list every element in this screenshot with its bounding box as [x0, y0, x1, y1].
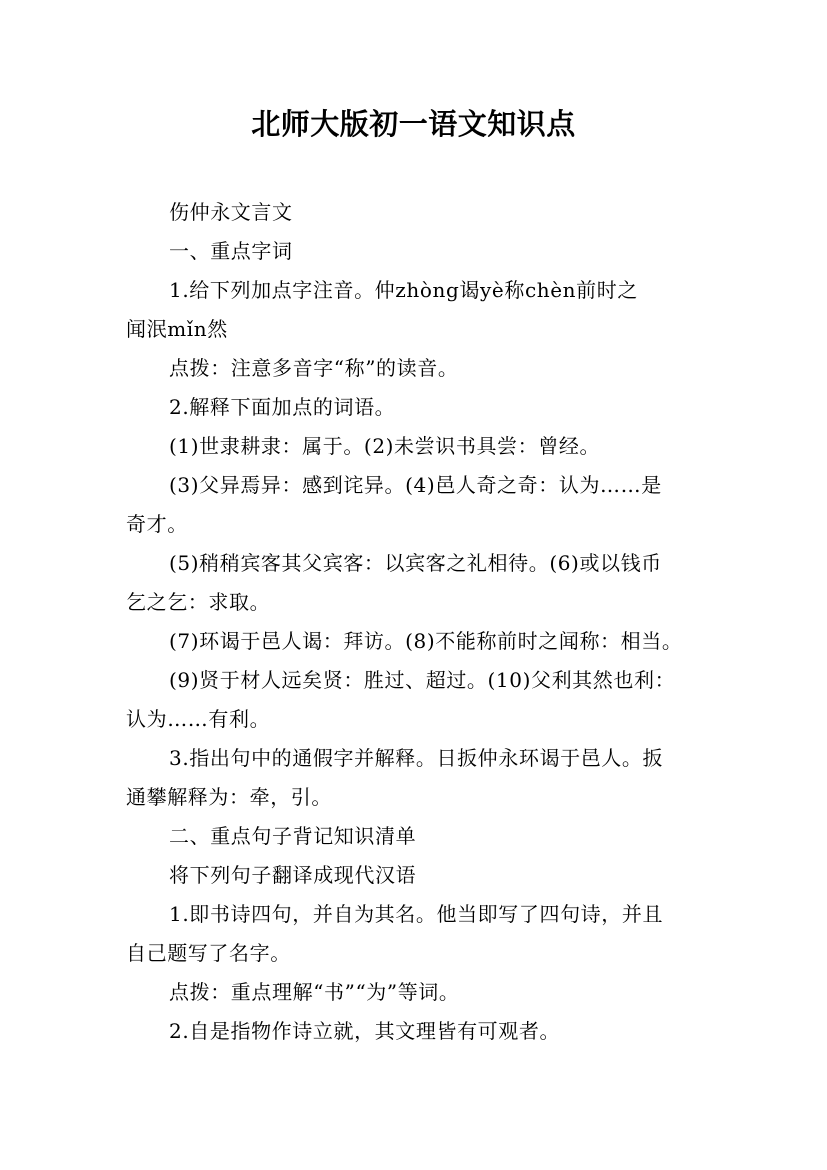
- text-line: (7)环谒于邑人谒：拜访。(8)不能称前时之闻称：相当。: [169, 629, 683, 653]
- text-line: 闻泯mǐn然: [126, 317, 228, 341]
- text-line: 二、重点句子背记知识清单: [169, 824, 417, 848]
- text-line: 认为……有利。: [126, 707, 271, 731]
- text-line: 点拨：重点理解“书”“为”等词。: [169, 980, 460, 1004]
- text-line: 2.解释下面加点的词语。: [169, 395, 396, 419]
- document-title: 北师大版初一语文知识点: [251, 107, 576, 141]
- text-line: (9)贤于材人远矣贤：胜过、超过。(10)父利其然也利：: [169, 668, 676, 692]
- text-line: 通攀解释为：牵，引。: [126, 785, 332, 809]
- text-line: 3.指出句中的通假字并解释。日扳仲永环谒于邑人。扳: [169, 746, 664, 770]
- text-line: 奇才。: [126, 512, 188, 536]
- text-line: 自己题写了名字。: [126, 941, 291, 965]
- text-line: 一、重点字词: [169, 239, 293, 263]
- document-body: [126, 193, 716, 1051]
- text-line: (5)稍稍宾客其父宾客：以宾客之礼相待。(6)或以钱币: [169, 551, 662, 575]
- text-line: (1)世隶耕隶：属于。(2)未尝识书具尝：曾经。: [169, 434, 601, 458]
- text-line: 1.即书诗四句，并自为其名。他当即写了四句诗，并且: [169, 902, 664, 926]
- text-line: (3)父异焉异：感到诧异。(4)邑人奇之奇：认为……是: [169, 473, 662, 497]
- text-line: 将下列句子翻译成现代汉语: [169, 863, 417, 887]
- text-line: 点拨：注意多音字“称”的读音。: [169, 356, 459, 380]
- text-line: 2.自是指物作诗立就，其文理皆有可观者。: [169, 1019, 561, 1043]
- text-line: 乞之乞：求取。: [126, 590, 271, 614]
- text-line: 伤仲永文言文: [169, 200, 293, 224]
- text-line: 1.给下列加点字注音。仲zhòng谒yè称chèn前时之: [169, 278, 638, 302]
